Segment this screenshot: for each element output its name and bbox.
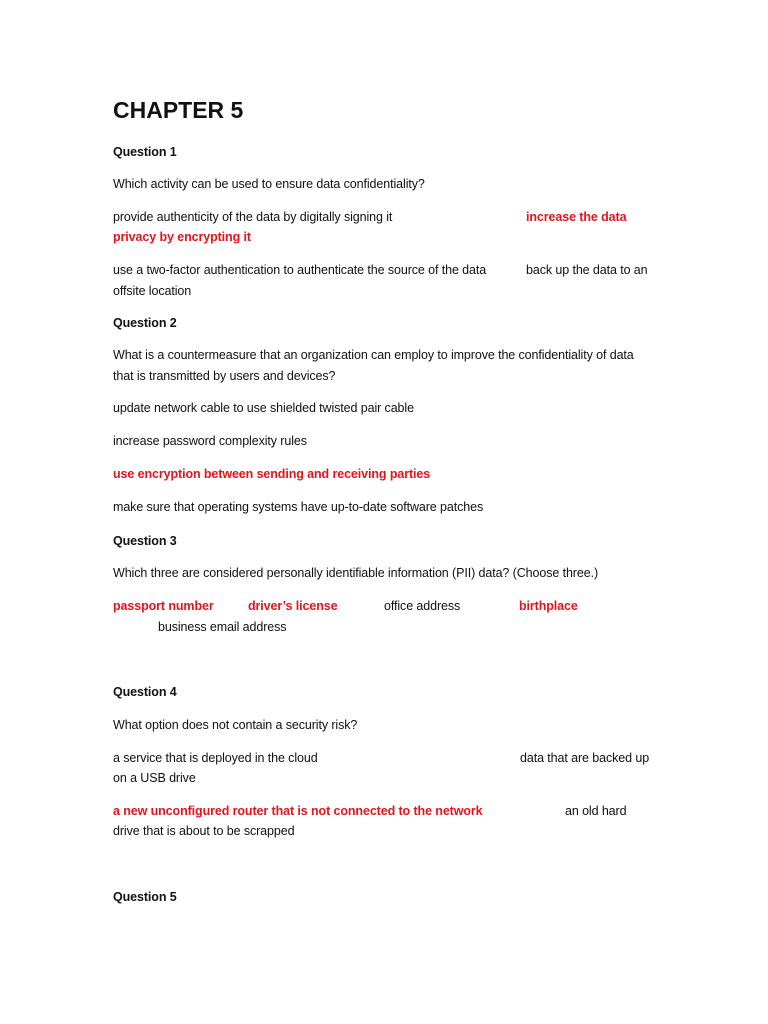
question-1-prompt: Which activity can be used to ensure data confidentiality? [113,177,425,191]
question-2-prompt-line2: that is transmitted by users and devices? [113,369,336,383]
chapter-title: CHAPTER 5 [113,97,244,123]
question-4-option-d-line1: an old hard [565,804,627,818]
question-3-option-a: passport number [113,599,214,613]
question-4-option-a: a service that is deployed in the cloud [113,751,318,765]
question-1-option-c: use a two-factor authentication to authenticate the source of the data [113,263,487,277]
question-1-option-a: provide authenticity of the data by digitally signing it [113,210,393,224]
question-4-option-d-line2: drive that is about to be scrapped [113,824,295,838]
question-1-option-b-line2: privacy by encrypting it [113,230,251,244]
question-4-option-b-line2: on a USB drive [113,771,196,785]
question-1-option-d-line2: offsite location [113,284,192,298]
question-1-label: Question 1 [113,145,177,159]
question-4-label: Question 4 [113,685,177,699]
question-1-option-b-line1: increase the data [526,210,627,224]
question-4-option-c: a new unconfigured router that is not connected to the network [113,804,483,818]
question-1-option-d-line1: back up the data to an [526,263,648,277]
question-5-label: Question 5 [113,890,177,904]
question-3-option-b: driver’s license [248,599,338,613]
question-2-option-a: update network cable to use shielded twisted pair cable [113,401,414,415]
question-2-option-c: use encryption between sending and receiving parties [113,467,431,481]
question-3-label: Question 3 [113,534,177,548]
question-3-option-c: office address [384,599,461,613]
question-2-label: Question 2 [113,316,177,330]
question-2-option-d: make sure that operating systems have up-to-date software patches [113,500,484,514]
question-2-prompt-line1: What is a countermeasure that an organization can employ to improve the confidentiality of data [113,348,634,362]
question-3-prompt: Which three are considered personally identifiable information (PII) data? (Choose three.) [113,566,599,580]
question-2-option-b: increase password complexity rules [113,434,307,448]
question-4-option-b-line1: data that are backed up [520,751,650,765]
question-3-option-d: birthplace [519,599,578,613]
question-4-prompt: What option does not contain a security risk? [113,718,358,732]
question-3-option-e: business email address [158,620,287,634]
